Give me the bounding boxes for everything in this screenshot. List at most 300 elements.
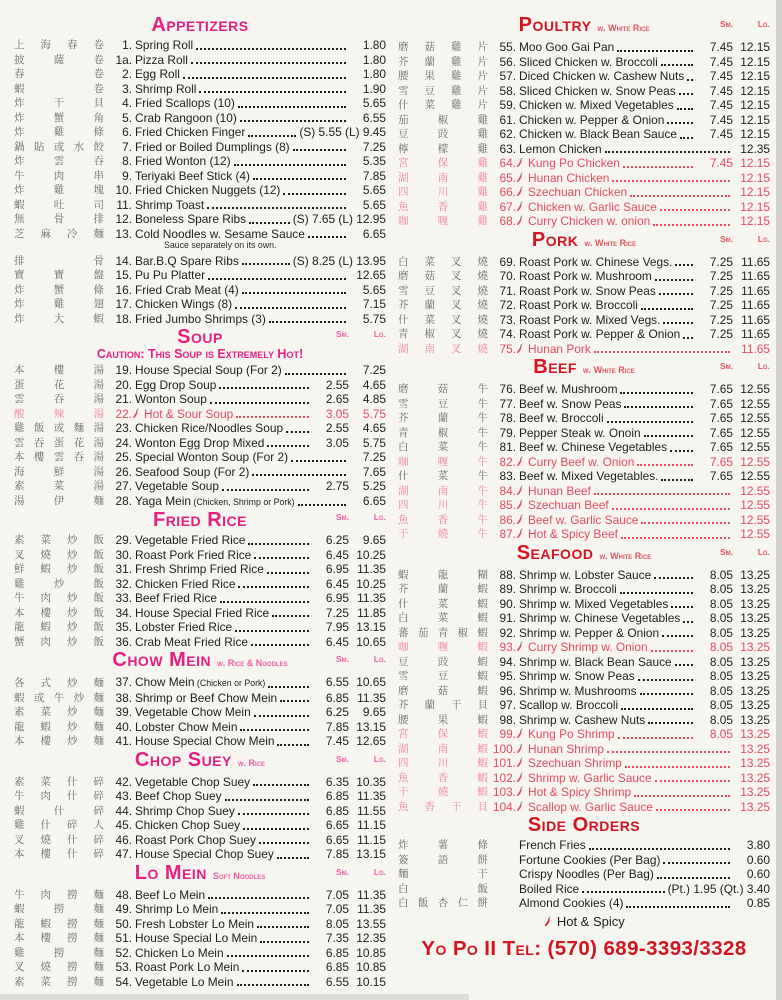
item-price-sm: 8.05 <box>709 683 733 698</box>
item-cn: 磨 菇 叉 燒 <box>398 270 488 283</box>
item-cn: 炸 雞 塊 <box>14 184 104 197</box>
dot-leader <box>208 277 346 280</box>
item-price-sm: 6.65 <box>325 818 349 832</box>
item-price-lg: 10.65 <box>356 634 386 649</box>
item-name: Beef Fried Rice <box>135 591 217 605</box>
item-price-sm: 7.65 <box>709 425 733 440</box>
item-price-sm: 7.95 <box>325 620 349 634</box>
item-name: Roast Pork Lo Mein <box>135 960 240 974</box>
item-name: Chicken w. Black Bean Sauce <box>519 127 677 141</box>
menu-item <box>398 156 770 171</box>
menu-item <box>398 127 770 142</box>
item-price-lg: 5.75 <box>362 311 386 326</box>
dot-leader <box>648 721 693 724</box>
item-name: Chicken Lo Mein <box>135 945 224 960</box>
item-name: Yaga Mein (Chicken, Shrimp or Pork) <box>135 493 295 508</box>
item-cn: 素 菜 炒 飯 <box>14 534 104 547</box>
item-cn: 本 樓 炒 麵 <box>14 735 104 748</box>
section-title: Poultry <box>518 14 592 36</box>
dot-leader <box>663 861 730 864</box>
item-name: Diced Chicken w. Cashew Nuts <box>519 69 685 83</box>
section-fried-rice <box>14 510 386 649</box>
item-price-lg: 5.65 <box>362 183 386 197</box>
item-cn: 蝦 什 碎 <box>14 804 104 817</box>
item-price-lg: 13.25 <box>740 640 770 654</box>
menu-item <box>398 785 770 800</box>
menu-item <box>398 327 770 342</box>
menu-item <box>14 53 386 68</box>
item-name: Spring Roll <box>135 38 194 52</box>
section-title: Chop Suey <box>134 748 232 771</box>
dot-leader <box>625 765 730 768</box>
item-price-sm: 8.05 <box>709 727 733 741</box>
menu-item <box>14 562 386 577</box>
dot-leader <box>641 307 693 310</box>
dot-leader <box>637 463 693 466</box>
section-chop-suey <box>14 750 386 862</box>
item-price-lg: 12.15 <box>740 214 770 228</box>
dot-leader <box>183 76 346 79</box>
size-label-lg: Lg. <box>757 361 770 371</box>
menu-item <box>398 597 770 612</box>
item-name: Chicken Fried Rice <box>135 576 236 591</box>
menu-item <box>14 818 386 833</box>
menu-item <box>398 113 770 128</box>
chili-icon <box>132 408 141 422</box>
dot-leader <box>607 420 693 423</box>
dot-leader <box>617 49 693 52</box>
dot-leader <box>251 643 309 646</box>
item-name: Beef Lo Mein <box>135 887 206 902</box>
section-soup <box>14 327 386 509</box>
item-number: 7. <box>122 139 132 154</box>
item-price-sm: 7.65 <box>709 454 733 469</box>
item-price-sm: 6.85 <box>325 960 349 974</box>
section-subtitle: w. White Rice <box>584 237 637 248</box>
item-name: Curry Shrimp w. Onion <box>528 640 648 654</box>
item-price-sm: 7.85 <box>325 847 349 861</box>
item-price-lg: 13.25 <box>740 727 770 741</box>
item-cn: 牛 肉 串 <box>14 169 104 182</box>
item-cn: 魚 香 干 貝 <box>398 800 488 813</box>
dot-leader <box>235 306 346 309</box>
menu-item <box>398 611 770 626</box>
item-cn: 酸 辣 湯 <box>14 407 104 420</box>
item-name: Egg Drop Soup <box>135 377 217 392</box>
dot-leader <box>257 925 309 928</box>
item-price-sm: 7.05 <box>325 902 349 916</box>
item-name: Vegetable Lo Mein <box>135 974 234 989</box>
item-cn: 湖 南 雞 <box>398 171 488 184</box>
item-price-lg: 12.15 <box>740 83 770 98</box>
menu-item <box>14 421 386 436</box>
item-price-lg: 12.55 <box>740 469 770 483</box>
item-price-lg: 12.15 <box>740 170 770 185</box>
item-name: Boneless Spare Ribs <box>135 212 247 226</box>
item-price-lg: 11.15 <box>357 818 386 832</box>
chili-icon <box>516 157 525 171</box>
item-cn: 炸 雲 吞 <box>14 155 104 168</box>
menu-item <box>14 268 386 283</box>
dot-leader <box>280 699 309 702</box>
item-price-sm: 6.55 <box>325 675 349 689</box>
dot-leader <box>623 165 693 168</box>
item-cn: 白 菜 叉 燒 <box>398 255 488 268</box>
menu-item <box>398 455 770 470</box>
menu-item <box>14 902 386 917</box>
dot-leader <box>248 542 309 545</box>
item-price-lg: 12.15 <box>740 112 770 127</box>
item-cn: 牛 肉 炒 飯 <box>14 592 104 605</box>
item-price-lg: 9.65 <box>362 705 386 719</box>
item-cn: 豆 豉 蝦 <box>398 655 488 668</box>
item-cn: 簽 語 餅 <box>398 853 488 866</box>
menu-item <box>398 298 770 313</box>
item-price-lg: 9.65 <box>362 533 386 547</box>
item-cn: 雞 什 碎 人 <box>14 819 104 832</box>
item-name: Scallop w. Garlic Sauce <box>528 799 653 814</box>
item-name: French Fries <box>519 838 586 852</box>
item-name: Fried or Boiled Dumplings (8) <box>135 139 290 154</box>
item-name: Wonton Egg Drop Mixed <box>135 435 265 450</box>
item-name: Roast Pork Fried Rice <box>135 547 252 562</box>
item-price-sm: 7.65 <box>709 469 733 483</box>
item-price-sm: 6.95 <box>325 591 349 605</box>
item-price-lg: 11.65 <box>741 254 770 269</box>
item-cn: 什 菜 叉 燒 <box>398 313 488 326</box>
item-name: Roast Pork w. Broccoli <box>519 298 638 312</box>
item-cn: 白 菜 蝦 <box>398 612 488 625</box>
section-pork <box>398 230 770 357</box>
menu-item <box>398 756 770 771</box>
item-price-sm: 2.55 <box>325 421 349 435</box>
item-name: Fresh Shrimp Fried Rice <box>135 562 264 576</box>
size-label-lg: Lg. <box>757 19 770 29</box>
size-labels <box>696 356 770 377</box>
dot-leader <box>222 488 309 491</box>
dot-leader <box>626 905 730 908</box>
item-number: 22. <box>115 406 132 421</box>
size-labels <box>312 649 386 670</box>
item-price-lg: 6.55 <box>362 110 386 125</box>
item-cn: 四 川 雞 <box>398 186 488 199</box>
item-name: Fried Scallops (10) <box>135 96 235 110</box>
left-column <box>14 14 386 1000</box>
item-number: 18. <box>115 311 132 326</box>
item-price-sm: 7.45 <box>325 734 349 748</box>
size-labels <box>312 749 386 770</box>
size-label-sm: Sm. <box>719 546 733 557</box>
item-cn: 排 骨 <box>14 254 104 267</box>
item-price-lg: 7.25 <box>362 139 386 154</box>
dot-leader <box>248 134 296 137</box>
item-price-lg: 10.35 <box>356 774 386 789</box>
dot-leader <box>240 119 346 122</box>
item-name: Scallop w. Broccoli <box>519 698 619 712</box>
dot-leader <box>677 107 693 110</box>
dot-leader <box>291 459 346 462</box>
item-number: 59. <box>499 98 516 112</box>
section-header <box>398 357 770 381</box>
item-number: 69. <box>499 254 516 269</box>
item-number: 28. <box>115 493 132 508</box>
item-price-lg: 13.25 <box>740 582 770 596</box>
item-price-lg: 13.25 <box>740 785 770 799</box>
item-number: 45. <box>115 818 132 832</box>
item-name: House Special Fried Rice <box>135 605 270 620</box>
item-number: 96. <box>499 683 516 698</box>
section-header <box>14 650 386 674</box>
menu-item <box>398 498 770 513</box>
section-header <box>398 230 770 254</box>
dot-leader <box>285 372 346 375</box>
item-price-sm: 7.45 <box>709 40 733 54</box>
item-price-sm: 6.45 <box>325 547 349 562</box>
hot-legend <box>398 914 770 930</box>
item-price-sm: 7.25 <box>709 254 733 269</box>
item-price-lg: 5.25 <box>362 479 386 493</box>
item-number: 100. <box>492 741 516 756</box>
menu-item <box>14 946 386 961</box>
item-name: Fried Chicken Finger <box>135 125 246 139</box>
dot-leader <box>683 336 693 339</box>
item-cn: 宮 保 蝦 <box>398 728 488 741</box>
item-price-lg: 6.65 <box>362 226 386 241</box>
item-number: 40. <box>115 719 132 734</box>
item-cn: 本 樓 湯 <box>14 364 104 377</box>
item-price-lg: 11.65 <box>741 283 770 298</box>
item-name: House Special Chop Suey <box>135 847 274 861</box>
item-number: 75. <box>499 341 516 356</box>
size-label-lg: Lg. <box>373 654 386 664</box>
item-price-lg: 0.60 <box>746 867 770 881</box>
item-name: Beef w. Mixed Vegetables. <box>519 469 659 483</box>
item-price-sm: 6.85 <box>325 690 349 705</box>
dot-leader <box>238 812 309 815</box>
item-price-lg: 5.35 <box>362 154 386 168</box>
menu-item <box>398 684 770 699</box>
item-price-lg: 13.15 <box>356 719 386 734</box>
item-number: 68. <box>499 214 516 228</box>
section-lo-mein <box>14 863 386 990</box>
dot-leader <box>663 321 693 324</box>
item-number: 25. <box>115 450 132 464</box>
dot-leader <box>655 779 730 782</box>
item-name: Vegetable Chop Suey <box>135 774 251 789</box>
item-number: 93. <box>499 640 516 654</box>
chili-icon <box>516 456 525 470</box>
menu-item <box>398 713 770 728</box>
chili-icon <box>516 485 525 499</box>
item-name: Lemon Chicken <box>519 141 602 156</box>
item-price-sm: 7.45 <box>709 98 733 112</box>
item-price-lg: 5.65 <box>362 197 386 212</box>
item-cn: 蟹 肉 炒 飯 <box>14 635 104 648</box>
menu-item <box>14 720 386 735</box>
chili-icon <box>516 528 525 542</box>
item-cn: 鍋 貼 或 水 餃 <box>14 140 104 153</box>
dot-leader <box>621 536 730 539</box>
item-name: Hunan Shrimp <box>528 741 605 756</box>
dot-leader <box>638 678 693 681</box>
menu-item <box>398 284 770 299</box>
item-name: Egg Roll <box>135 67 180 81</box>
menu-item <box>398 838 770 853</box>
item-number: 43. <box>115 789 132 803</box>
item-price-lg: 3.80 <box>746 838 770 852</box>
item-number: 27. <box>115 479 132 493</box>
dot-leader <box>235 629 309 632</box>
item-number: 74. <box>499 327 516 341</box>
menu-item <box>14 734 386 749</box>
item-number: 2. <box>122 67 132 81</box>
item-number: 89. <box>499 582 516 596</box>
menu-item <box>14 960 386 975</box>
item-number: 86. <box>499 512 516 527</box>
item-cn: 咖 喱 牛 <box>398 455 488 468</box>
dot-leader <box>253 177 346 180</box>
menu-item <box>14 67 386 82</box>
dot-leader <box>260 940 309 943</box>
item-price-lg: 12.55 <box>740 512 770 527</box>
item-price-sm: 6.85 <box>325 789 349 803</box>
item-price-sm: 6.85 <box>325 803 349 818</box>
dot-leader <box>661 478 693 481</box>
item-cn: 炸 干 貝 <box>14 97 104 110</box>
section-subtitle: Soft Noodles <box>212 870 266 881</box>
item-number: 88. <box>499 567 516 582</box>
item-name: Shrimp w. Snow Peas <box>519 669 635 683</box>
item-name: Roast Pork w. Pepper & Onion <box>519 327 681 341</box>
section-title: Seafood <box>516 541 594 564</box>
size-label-lg: Lg. <box>757 233 770 244</box>
section-subtitle: w. White Rice <box>599 550 652 561</box>
menu-item <box>14 775 386 790</box>
item-price-lg: 13.25 <box>740 712 770 727</box>
menu-item <box>398 382 770 397</box>
item-cn: 磨 菇 蝦 <box>398 684 488 697</box>
menu-item <box>398 411 770 426</box>
item-cn: 蛋 花 湯 <box>14 378 104 391</box>
item-number: 46. <box>115 832 132 847</box>
item-price-lg: 11.35 <box>357 591 386 605</box>
item-price-lg: 11.55 <box>357 803 386 818</box>
item-number: 39. <box>115 705 132 719</box>
menu-item <box>14 169 386 184</box>
menu-item <box>398 484 770 499</box>
item-number: 3. <box>122 81 132 96</box>
item-price-sm: 7.45 <box>709 156 733 170</box>
chili-icon <box>516 186 525 200</box>
size-label-sm: Sm. <box>335 866 349 877</box>
item-cn: 湖 南 蝦 <box>398 742 488 755</box>
item-number: 1a. <box>115 52 132 67</box>
item-price-sm: 6.35 <box>325 774 349 789</box>
item-price-sm: 6.85 <box>325 945 349 960</box>
item-name: Beef w. Mushroom <box>519 382 618 396</box>
dot-leader <box>624 405 693 408</box>
chili-icon <box>516 743 525 757</box>
chili-icon <box>516 201 525 215</box>
item-cn: 無 骨 排 <box>14 213 104 226</box>
item-price-lg: 4.85 <box>362 392 386 406</box>
item-price-sm: 7.35 <box>325 931 349 945</box>
item-cn: 蝦 龍 糊 <box>398 568 488 581</box>
item-cn: 叉 燒 什 碎 <box>14 833 104 846</box>
item-price-sm: 6.55 <box>325 974 349 989</box>
item-price-lg: 7.25 <box>362 450 386 464</box>
item-price-lg: 12.15 <box>740 54 770 69</box>
size-labels <box>312 862 386 883</box>
dot-leader <box>253 783 309 786</box>
chili-icon <box>516 215 525 229</box>
dot-leader <box>286 430 309 433</box>
dot-leader <box>220 600 309 603</box>
item-name: Kung Po Chicken <box>528 156 620 170</box>
menu-item <box>398 313 770 328</box>
item-cn: 龍 蝦 炒 飯 <box>14 621 104 634</box>
item-price-sm: 8.05 <box>709 596 733 611</box>
item-number: 33. <box>115 591 132 605</box>
item-name: Beef w. Broccoli <box>519 411 604 425</box>
item-number: 92. <box>499 625 516 640</box>
dot-leader <box>589 847 730 850</box>
item-number: 41. <box>115 734 132 748</box>
item-cn: 魚 香 牛 <box>398 513 488 526</box>
chili-icon <box>516 499 525 513</box>
size-label-lg: Lg. <box>373 512 386 522</box>
item-cn: 素 菜 什 碎 <box>14 775 104 788</box>
item-name: House Special Lo Mein <box>135 931 258 945</box>
item-cn: 磨 菇 雞 片 <box>398 41 488 54</box>
size-label-sm: Sm. <box>335 654 349 664</box>
item-price-lg: 12.35 <box>356 931 386 945</box>
dot-leader <box>242 262 290 265</box>
item-price-lg: 11.35 <box>357 562 386 576</box>
dot-leader <box>657 876 730 879</box>
item-cn: 咖 喱 蝦 <box>398 641 488 654</box>
dot-leader <box>644 434 693 437</box>
item-name: Shrimp Toast <box>135 197 205 212</box>
item-number: 12. <box>115 212 132 226</box>
dot-leader <box>654 576 693 579</box>
item-name: Wonton Soup <box>135 392 207 406</box>
item-cn: 蝦 卷 <box>14 82 104 95</box>
menu-item <box>14 154 386 169</box>
item-number: 61. <box>499 112 516 127</box>
menu-item <box>398 269 770 284</box>
item-price-lg: 12.55 <box>740 454 770 469</box>
item-number: 70. <box>499 269 516 283</box>
dot-leader <box>683 620 693 623</box>
item-number: 17. <box>115 297 132 311</box>
item-number: 83. <box>499 469 516 483</box>
item-name: Beef w. Snow Peas <box>519 396 622 411</box>
dot-leader <box>252 473 346 476</box>
section-title: Lo Mein <box>134 861 207 884</box>
item-number: 104. <box>492 799 516 814</box>
item-price-lg: 12.55 <box>740 483 770 498</box>
item-name: Crispy Noodles (Per Bag) <box>519 867 654 881</box>
dot-leader <box>236 415 309 418</box>
item-cn: 干 燒 蝦 <box>398 786 488 799</box>
item-cn: 白 飯 杏 仁 餅 <box>398 897 488 910</box>
dot-leader <box>293 148 346 151</box>
item-number: 94. <box>499 654 516 669</box>
section-header <box>14 510 386 532</box>
chili-icon <box>516 641 525 655</box>
item-number: 71. <box>499 283 516 298</box>
